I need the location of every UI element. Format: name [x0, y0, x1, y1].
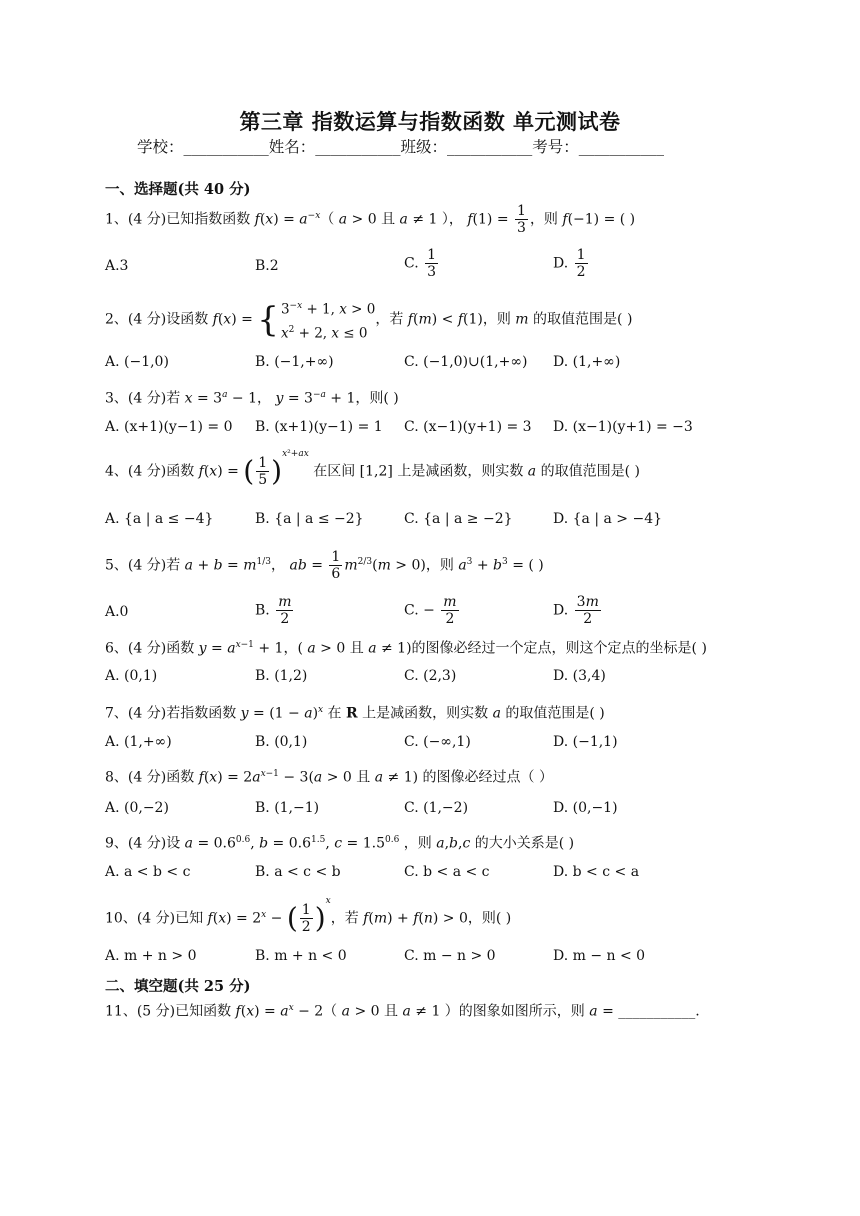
question-4-option-a: A. {a | a ≤ −4} — [105, 511, 214, 527]
question-2-option-b: B. (−1,+∞) — [255, 354, 334, 370]
question-7-option-c: C. (−∞,1) — [404, 734, 471, 750]
question-5-stem: 5、(4 分)若 $a + b = m^{1/3}$， ab = $\frac{1}{6}$ $m^{2/3}(m > 0)$，则 $a^3 + b^3$ = ( ) — [105, 549, 544, 582]
question-2-option-c: C. (−1,0)∪(1,+∞) — [404, 354, 528, 370]
question-10-stem: 10、(4 分)已知 $f(x) = 2^x$ − ( $\frac{1}{2}$ )$^x$，若 f(m) + f(n) > 0，则( ) — [105, 895, 512, 935]
question-9-option-b: B. a < c < b — [255, 864, 341, 880]
question-3-stem: 3、(4 分)若 $x = 3^a - 1$， $y = 3^{-a} + 1$，则( ) — [105, 390, 399, 407]
question-7-option-d: D. (−1,1) — [553, 734, 618, 750]
question-2-option-a: A. (−1,0) — [105, 354, 169, 370]
question-5-option-c: C. − $\frac{m}{2}$ — [404, 594, 457, 627]
question-10-option-d: D. m − n < 0 — [553, 948, 646, 964]
question-10-option-a: A. m + n > 0 — [105, 948, 197, 964]
question-4-stem: 4、(4 分)函数 f(x) = ( $\frac{1}{5}$ )$^{x^2+ax}$ 在区间 [1,2] 上是减函数，则实数 a 的取值范围是( ) — [105, 448, 640, 488]
question-5-option-b: B. $\frac{m}{2}$ — [255, 594, 292, 627]
section-heading-fill: 二、填空题(共 25 分) — [105, 978, 251, 995]
question-8-stem: 8、(4 分)函数 $f(x) = 2a^{x-1} - 3(a > 0$ 且 a ≠ 1) 的图像必经过点（ ） — [105, 769, 553, 786]
student-info-line — [137, 135, 664, 157]
page-title: 第三章 指数运算与指数函数 单元测试卷 — [239, 109, 621, 134]
section-heading-choice: 一、选择题(共 40 分) — [105, 181, 251, 198]
question-1-option-a: A.3 — [105, 258, 129, 274]
question-6-stem: 6、(4 分)函数 $y = a^{x-1} + 1$，( a > 0 且 a ≠ 1)的图像必经过一个定点，则这个定点的坐标是( ) — [105, 640, 707, 657]
question-4-option-c: C. {a | a ≥ −2} — [404, 511, 513, 527]
question-3-option-d: D. (x−1)(y+1) = −3 — [553, 419, 693, 435]
question-8-option-d: D. (0,−1) — [553, 800, 618, 816]
question-1-option-c: C. $\frac{1}{3}$ — [404, 247, 437, 280]
question-7-stem: 7、(4 分)若指数函数 $y = (1 - a)^x$ 在 R 上是减函数，则实数 a 的取值范围是( ) — [105, 705, 605, 722]
question-3-option-c: C. (x−1)(y+1) = 3 — [404, 419, 532, 435]
question-10-option-b: B. m + n < 0 — [255, 948, 347, 964]
question-1-option-d: D. $\frac{1}{2}$ — [553, 247, 586, 280]
question-2-option-d: D. (1,+∞) — [553, 354, 621, 370]
question-9-option-c: C. b < a < c — [404, 864, 490, 880]
question-5-option-d: D. $\frac{3m}{2}$ — [553, 594, 599, 627]
question-3-option-a: A. (x+1)(y−1) = 0 — [105, 419, 233, 435]
exam-number-field: 考号：___________ — [532, 138, 665, 156]
question-6-option-c: C. (2,3) — [404, 668, 457, 684]
question-11-stem: 11、(5 分)已知函数 $f(x) = a^x - 2$（ a > 0 且 a ≠ 1 ）的图象如图所示，则 a = ___________. — [105, 1003, 700, 1020]
name-field: 姓名：___________ — [268, 138, 401, 156]
question-9-option-d: D. b < c < a — [553, 864, 640, 880]
school-field: 学校：___________ — [137, 138, 269, 156]
question-8-option-a: A. (0,−2) — [105, 800, 169, 816]
question-5-option-a: A.0 — [105, 604, 129, 620]
question-4-option-d: D. {a | a > −4} — [553, 511, 663, 527]
question-8-option-b: B. (1,−1) — [255, 800, 320, 816]
question-6-option-a: A. (0,1) — [105, 668, 158, 684]
class-field: 班级：___________ — [400, 138, 533, 156]
question-7-option-a: A. (1,+∞) — [105, 734, 172, 750]
question-7-option-b: B. (0,1) — [255, 734, 308, 750]
question-10-option-c: C. m − n > 0 — [404, 948, 496, 964]
question-1-option-b: B.2 — [255, 258, 279, 274]
question-6-option-d: D. (3,4) — [553, 668, 606, 684]
question-9-stem: 9、(4 分)设 $a = 0.6^{0.6}$, $b = 0.6^{1.5}$, $c = 1.5^{0.6}$ ，则 a,b,c 的大小关系是( ) — [105, 835, 575, 852]
question-2-stem: 2、(4 分)设函数 f(x) = { $3^{-x} + 1$, x > 0 $x^2 + 2$, x ≤ 0，若 f(m) < f(1)，则 m 的取值范围是( ) — [105, 299, 633, 341]
question-8-option-c: C. (1,−2) — [404, 800, 469, 816]
question-9-option-a: A. a < b < c — [105, 864, 191, 880]
question-6-option-b: B. (1,2) — [255, 668, 308, 684]
question-1-stem: 1、(4 分)已知指数函数 $f(x) = a^{-x}$（ a > 0 且 a ≠ 1 ）， f(1) = $\frac{1}{3}$ ，则 f(−1) = ( ) — [105, 203, 636, 236]
question-3-option-b: B. (x+1)(y−1) = 1 — [255, 419, 383, 435]
question-4-option-b: B. {a | a ≤ −2} — [255, 511, 364, 527]
